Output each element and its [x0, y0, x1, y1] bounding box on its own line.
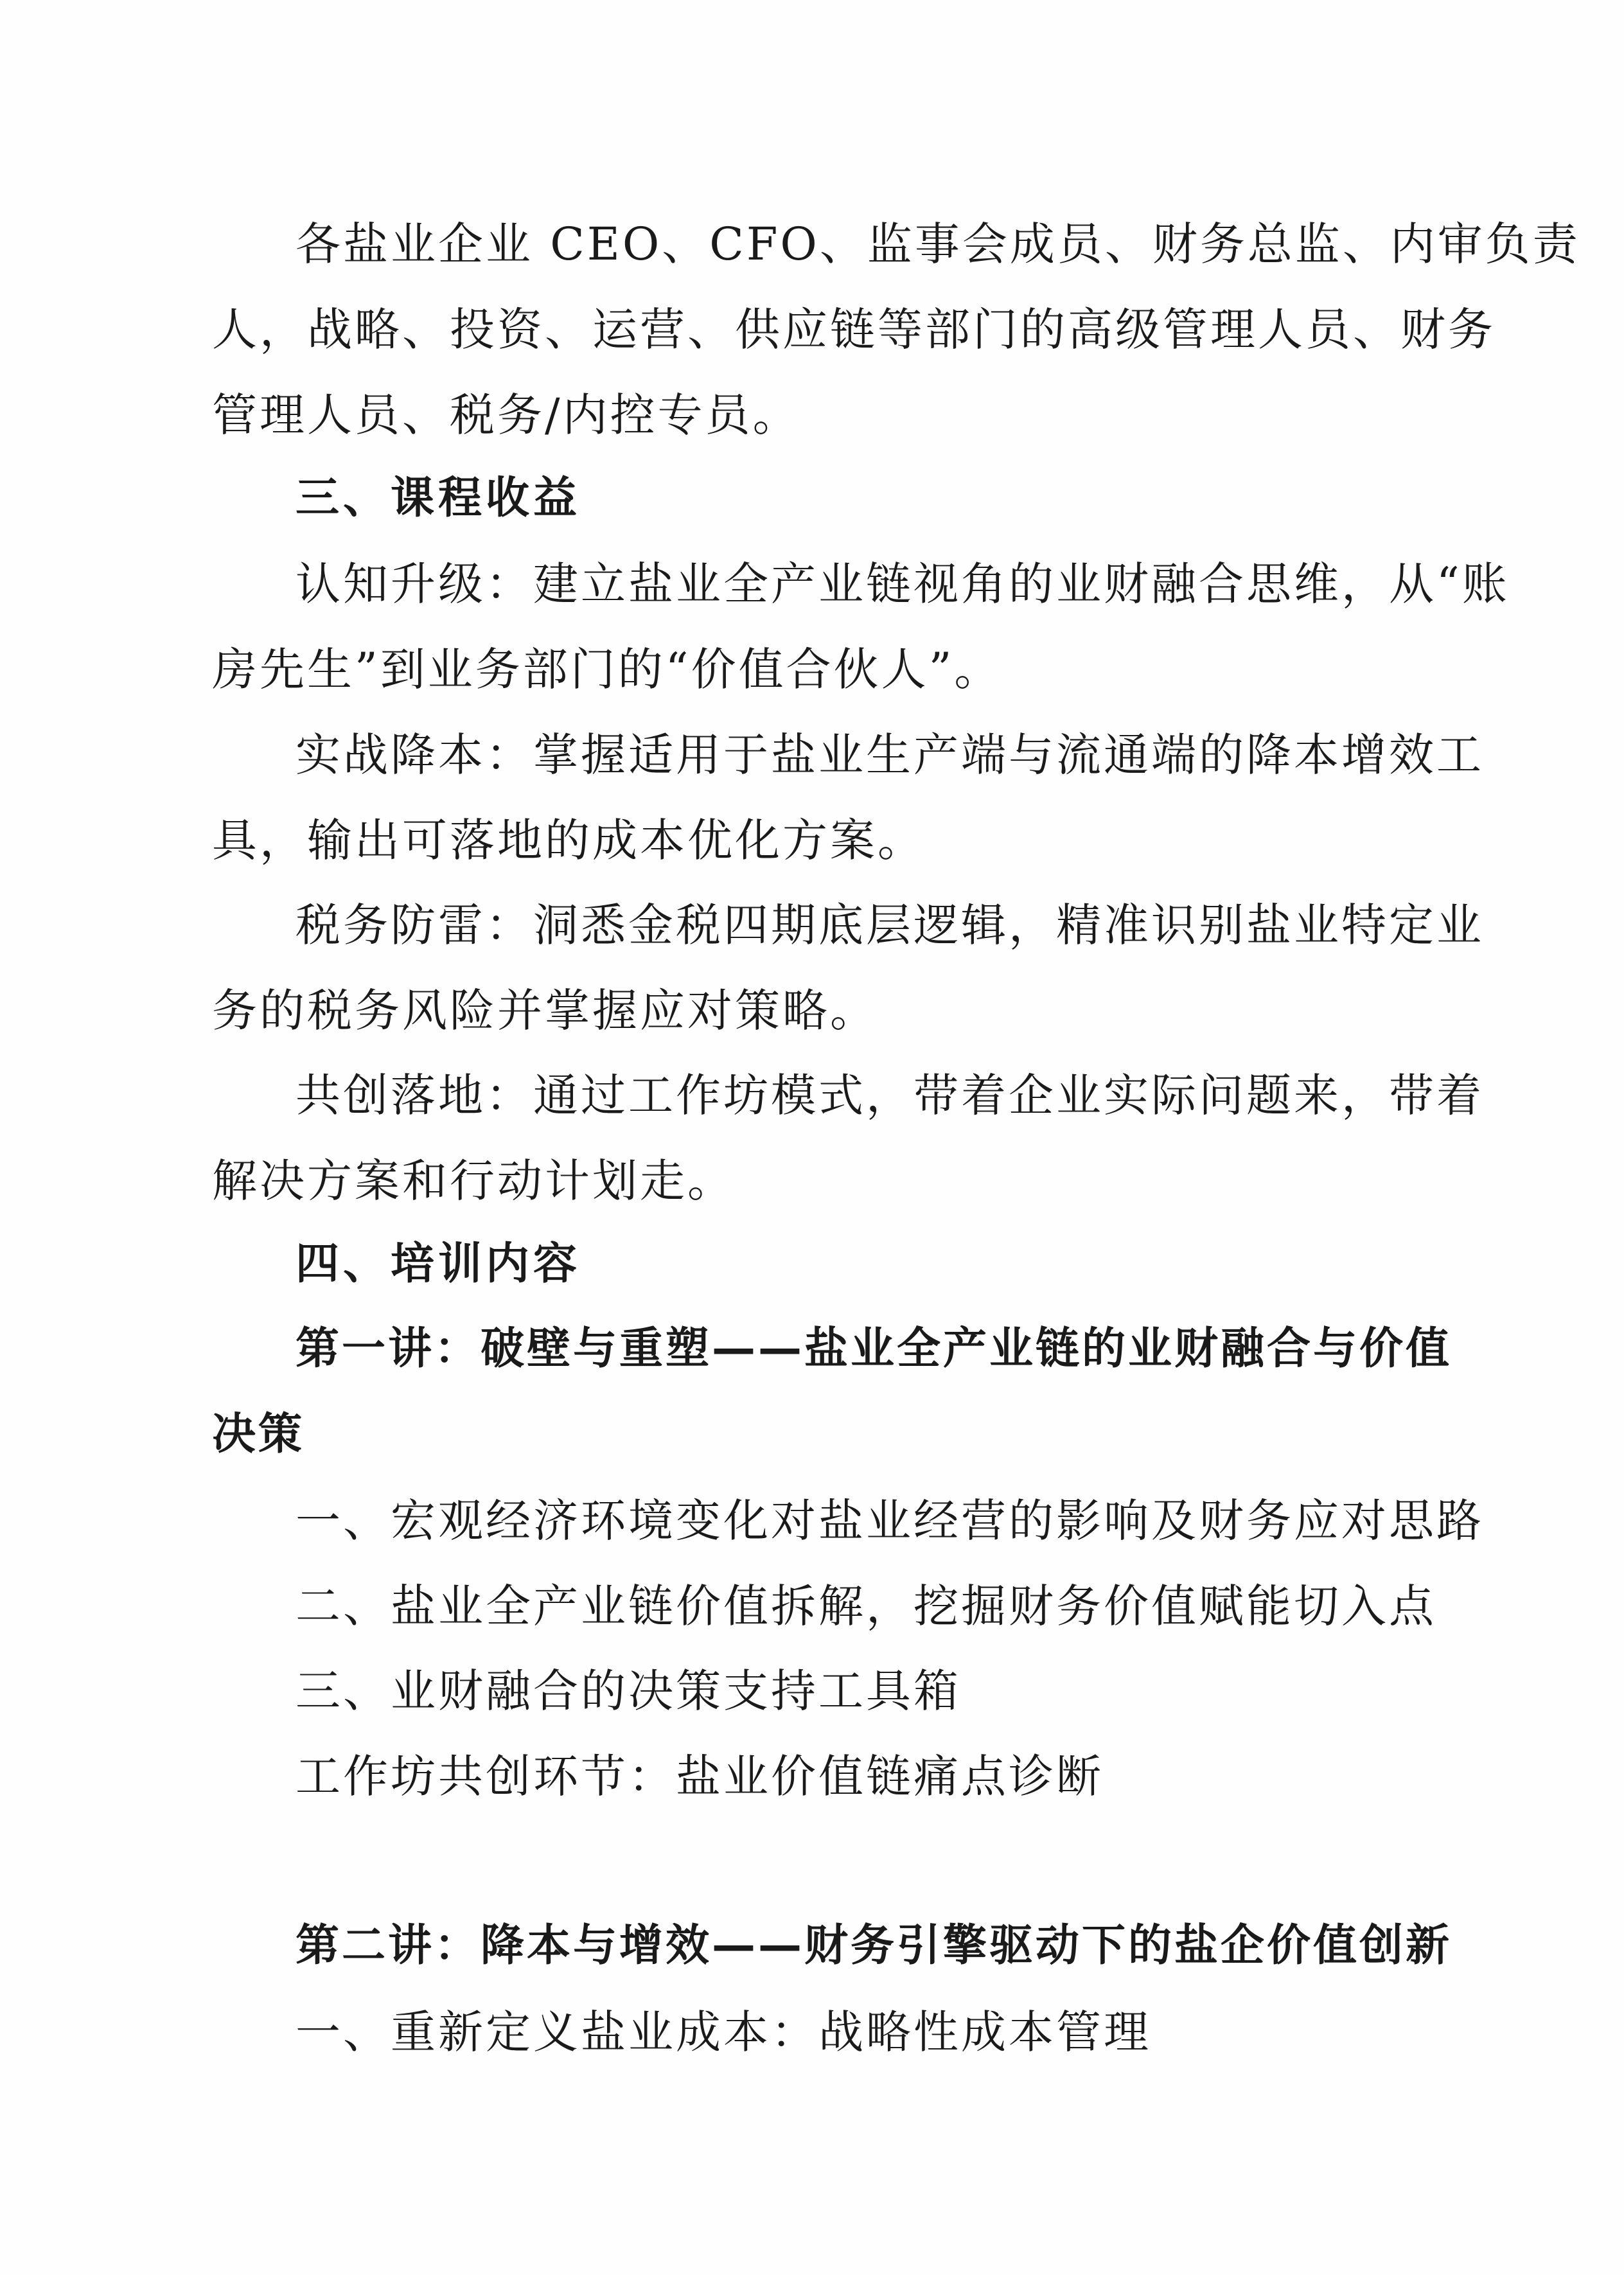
lecture-1-item-2: 二、盐业全产业链价值拆解，挖掘财务价值赋能切入点: [296, 1580, 1436, 1633]
lecture-1-item-1: 一、宏观经济环境变化对盐业经营的影响及财务应对思路: [296, 1494, 1484, 1547]
lecture-1-workshop: 工作坊共创环节：盐业价值链痛点诊断: [296, 1750, 1104, 1803]
benefit-tax-line-2: 务的税务风险并掌握应对策略。: [212, 984, 878, 1037]
lecture-1-item-3: 三、业财融合的决策支持工具箱: [296, 1665, 961, 1717]
benefit-cost-line-2: 具，输出可落地的成本优化方案。: [212, 814, 925, 867]
lecture-2-title: 第二讲：降本与增效——财务引擎驱动下的盐企价值创新: [296, 1920, 1452, 1971]
audience-text-line-1: 各盐业企业 CEO、CFO、监事会成员、财务总监、内审负责: [296, 218, 1580, 270]
benefit-workshop-line-2: 解决方案和行动计划走。: [212, 1155, 735, 1207]
section-heading-training-content: 四、培训内容: [296, 1239, 581, 1289]
benefit-cost-line-1: 实战降本：掌握适用于盐业生产端与流通端的降本增效工: [296, 729, 1484, 781]
section-heading-course-benefits: 三、课程收益: [296, 473, 581, 524]
benefit-cognition-line-2: 房先生”到业务部门的“价值合伙人”。: [212, 643, 1002, 696]
lecture-2-item-1: 一、重新定义盐业成本：战略性成本管理: [296, 2006, 1151, 2058]
lecture-1-title-line-1: 第一讲：破壁与重塑——盐业全产业链的业财融合与价值: [296, 1323, 1452, 1374]
benefit-cognition-line-1: 认知升级：建立盐业全产业链视角的业财融合思维，从“账: [296, 558, 1510, 610]
benefit-tax-line-1: 税务防雷：洞悉金税四期底层逻辑，精准识别盐业特定业: [296, 899, 1484, 952]
lecture-1-title-line-2: 决策: [212, 1409, 305, 1460]
audience-text-line-3: 管理人员、税务/内控专员。: [212, 389, 800, 441]
benefit-workshop-line-1: 共创落地：通过工作坊模式，带着企业实际问题来，带着: [296, 1069, 1484, 1122]
audience-text-line-2: 人，战略、投资、运营、供应链等部门的高级管理人员、财务: [212, 303, 1496, 356]
